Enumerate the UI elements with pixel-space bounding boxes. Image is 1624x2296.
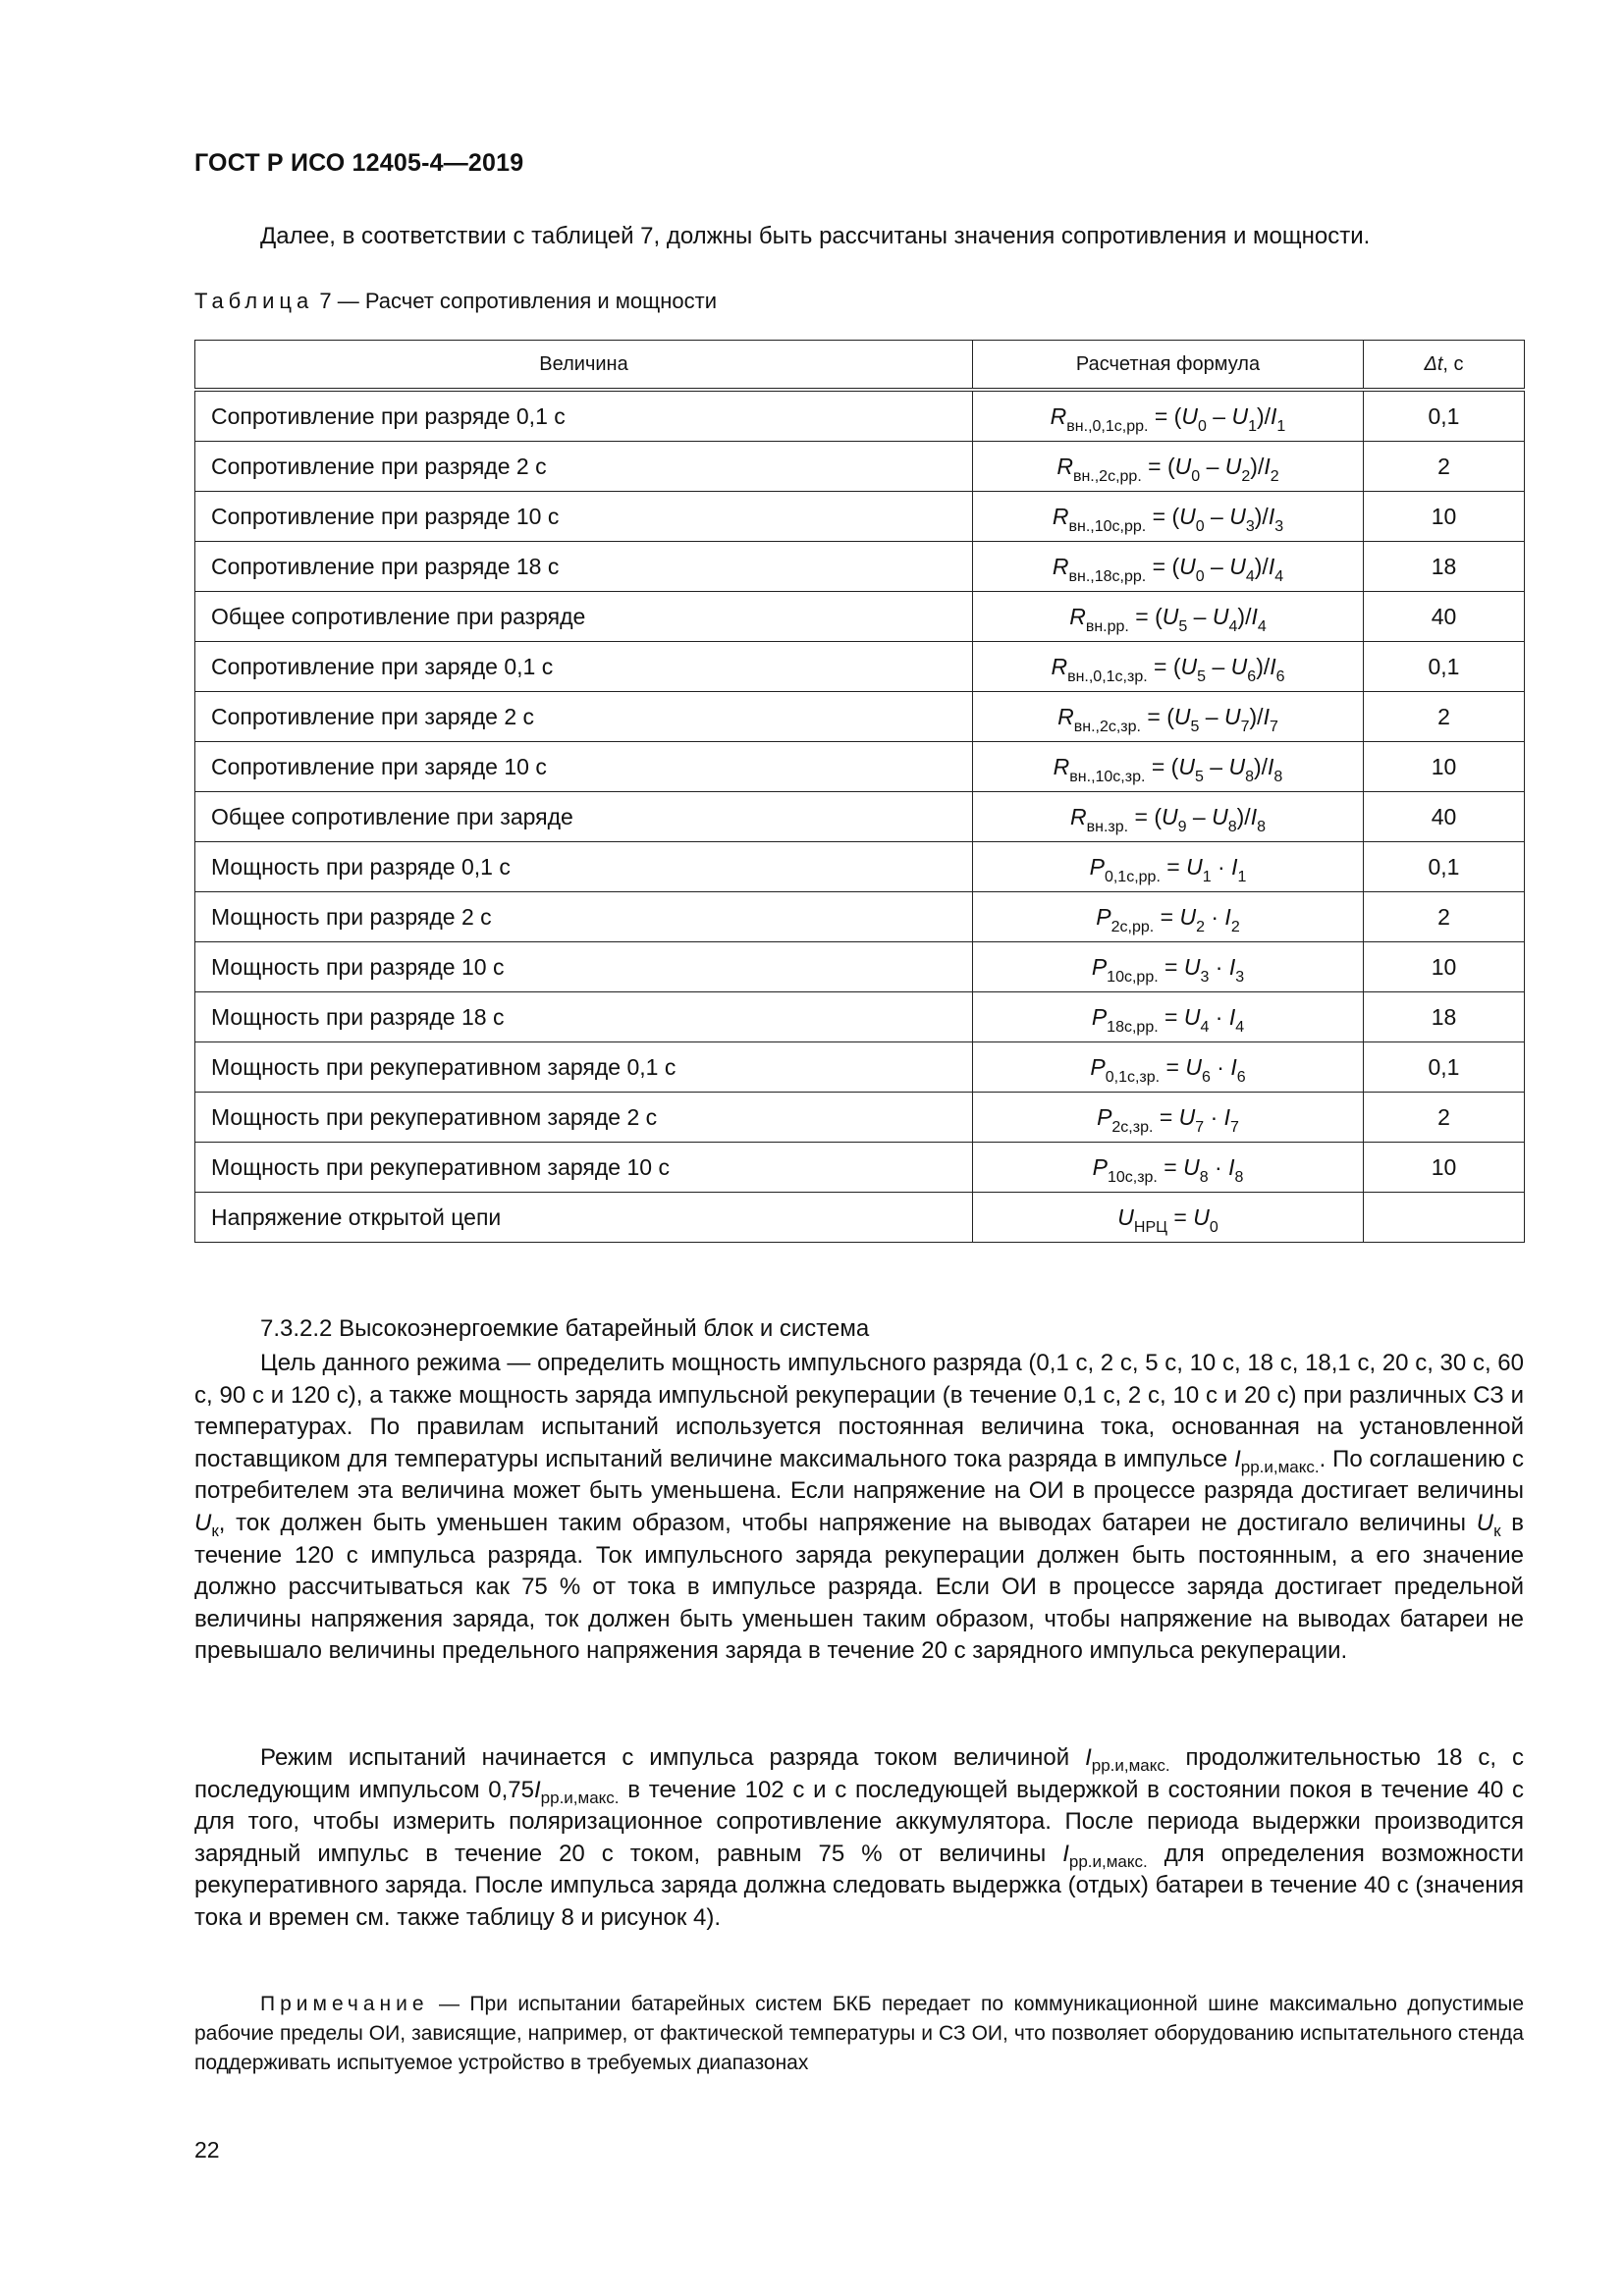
formula-operator: · — [1209, 1003, 1229, 1030]
row-quantity: Мощность при разряде 18 с — [195, 992, 973, 1042]
row-dt: 18 — [1364, 992, 1525, 1042]
row-quantity: Сопротивление при заряде 10 с — [195, 742, 973, 792]
row-quantity: Общее сопротивление при заряде — [195, 792, 973, 842]
formula-subscript: 5 — [1190, 718, 1200, 735]
row-quantity: Сопротивление при заряде 0,1 с — [195, 642, 973, 692]
formula-variable: U — [1212, 803, 1228, 829]
inline-subscript: рр.и,макс. — [1068, 1851, 1148, 1871]
row-formula — [973, 442, 1364, 492]
formula-subscript: 8 — [1234, 1168, 1244, 1186]
section-paragraph-2 — [194, 1742, 1524, 1935]
formula-operator: ( — [1166, 453, 1175, 479]
row-formula — [973, 792, 1364, 842]
row-dt: 2 — [1364, 692, 1525, 742]
formula-symbol: R — [1050, 402, 1067, 429]
formula-operator: ( — [1171, 553, 1180, 579]
formula-subscript: 3 — [1274, 517, 1284, 535]
formula-subscript: 8 — [1199, 1168, 1209, 1186]
formula-variable: U — [1174, 453, 1192, 479]
formula-subscript: 2 — [1230, 918, 1240, 935]
section-heading: 7.3.2.2 Высокоэнергоемкие батарейный блок и система — [260, 1315, 870, 1342]
formula-equals: = — [1128, 803, 1155, 829]
row-dt: 10 — [1364, 742, 1525, 792]
formula-variable: U — [1185, 1053, 1202, 1080]
table-caption — [194, 289, 717, 314]
formula-symbol: R — [1057, 703, 1074, 729]
formula-symbol: R — [1056, 453, 1073, 479]
formula-variable: U — [1231, 402, 1249, 429]
table-row — [195, 942, 1525, 992]
formula-subscript: 7 — [1195, 1118, 1205, 1136]
formula-variable: U — [1224, 453, 1242, 479]
formula-equals: = — [1158, 953, 1184, 980]
row-formula — [973, 492, 1364, 542]
formula-symbol: P — [1090, 1053, 1106, 1080]
formula-symbol: P — [1092, 1153, 1108, 1180]
row-dt: 2 — [1364, 892, 1525, 942]
row-dt: 0,1 — [1364, 642, 1525, 692]
intro-paragraph: Далее, в соответствии с таблицей 7, должны быть рассчитаны значения сопротивления и мощности. — [260, 223, 1371, 249]
table-row — [195, 592, 1525, 642]
table-row — [195, 492, 1525, 542]
formula-subscript: 8 — [1227, 818, 1237, 835]
formula-subscript: 3 — [1235, 968, 1245, 986]
formula-variable: I — [1263, 703, 1270, 729]
table-body — [195, 390, 1525, 1243]
inline-subscript: к — [211, 1521, 219, 1540]
formula-variable: U — [1228, 753, 1246, 779]
section-paragraph-1 — [194, 1348, 1524, 1668]
dt-symbol: Δt — [1424, 352, 1443, 375]
formula-variable: U — [1161, 803, 1178, 829]
formula-symbol: R — [1053, 753, 1070, 779]
formula-equals: = — [1140, 703, 1167, 729]
formula-equals: = — [1154, 903, 1180, 930]
row-formula — [973, 942, 1364, 992]
formula-subscript: вн.,10с,зр. — [1069, 768, 1146, 785]
formula-variable: U — [1212, 603, 1229, 629]
formula-operator: – — [1206, 653, 1231, 679]
inline-variable: U — [1476, 1509, 1494, 1536]
table-row — [195, 1143, 1525, 1193]
row-quantity: Мощность при разряде 10 с — [195, 942, 973, 992]
row-dt: 40 — [1364, 792, 1525, 842]
formula-variable: U — [1179, 503, 1196, 529]
row-quantity: Общее сопротивление при разряде — [195, 592, 973, 642]
formula-variable: I — [1223, 1103, 1231, 1130]
formula-subscript: 1 — [1202, 868, 1212, 885]
paragraph-text: в течение 120 с импульса разряда. Ток импульсного заряда рекуперации должен быть постоянным, а его значение должно рассчитываться как 75 % от тока в импульсе разряда. Если ОИ в процессе заряда достигает предельной величины напряжения заряда, ток должен быть уменьшен таким образом, чтобы напряжение на выводах батареи не превышало величины предельного напряжения заряда в течение 20 с зарядного импульса рекуперации. — [194, 1509, 1525, 1665]
formula-subscript: вн.,2с,зр. — [1073, 718, 1141, 735]
formula-subscript: 0,1с,зр. — [1105, 1068, 1161, 1086]
formula-operator: )/ — [1237, 603, 1252, 629]
formula-equals: = — [1145, 753, 1171, 779]
table-row — [195, 892, 1525, 942]
row-formula — [973, 692, 1364, 742]
row-formula — [973, 542, 1364, 592]
formula-variable: U — [1162, 603, 1179, 629]
table-row — [195, 390, 1525, 442]
formula-variable: I — [1250, 803, 1258, 829]
formula-subscript: 6 — [1247, 667, 1257, 685]
table-caption-title: 7 — Расчет сопротивления и мощности — [313, 289, 718, 313]
formula-variable: I — [1231, 853, 1238, 880]
document-header: ГОСТ Р ИСО 12405-4—2019 — [194, 149, 524, 177]
row-dt: 10 — [1364, 942, 1525, 992]
formula-subscript: 0,1с,рр. — [1104, 868, 1161, 885]
formula-subscript: 1 — [1237, 868, 1247, 885]
row-dt: 10 — [1364, 492, 1525, 542]
row-formula — [973, 390, 1364, 442]
row-dt: 0,1 — [1364, 1042, 1525, 1093]
inline-variable: I — [1062, 1840, 1069, 1867]
paragraph-text: Цель данного режима — определить мощность импульсного разряда (0,1 с, 2 с, 5 с, 10 с, 18 с, 18,1 с, 20 с, 30 с, 60 с, 90 с и 120 с), а также мощность заряда импульсной рекуперации (в течение 0,1 с, 2 с, 10 с и 20 с) при различных СЗ и температурах. По правилам испытаний используется постоянная величина тока, основанная на установленной поставщиком для температуры испытаний величине максимального тока разряда в импульсе — [194, 1350, 1524, 1472]
formula-variable: U — [1179, 553, 1196, 579]
formula-variable: I — [1268, 503, 1275, 529]
formula-equals: = — [1141, 453, 1167, 479]
inline-subscript: рр.и,макс. — [1240, 1457, 1320, 1476]
row-quantity: Мощность при рекуперативном заряде 2 с — [195, 1093, 973, 1143]
formula-subscript: 3 — [1245, 517, 1255, 535]
row-dt: 0,1 — [1364, 842, 1525, 892]
formula-subscript: 6 — [1236, 1068, 1246, 1086]
formula-operator: )/ — [1249, 703, 1264, 729]
formula-operator: · — [1208, 1153, 1229, 1180]
formula-equals: = — [1128, 603, 1156, 629]
formula-operator: )/ — [1256, 402, 1272, 429]
formula-subscript: 2 — [1241, 467, 1251, 485]
formula-variable: U — [1178, 753, 1195, 779]
formula-operator: · — [1211, 853, 1232, 880]
row-quantity: Мощность при рекуперативном заряде 10 с — [195, 1143, 973, 1193]
table-header-row — [195, 341, 1525, 391]
formula-subscript: 1 — [1276, 417, 1286, 435]
formula-operator: – — [1186, 803, 1213, 829]
row-formula — [973, 1093, 1364, 1143]
formula-subscript: 8 — [1245, 768, 1254, 785]
formula-variable: I — [1251, 603, 1258, 629]
formula-operator: – — [1204, 553, 1230, 579]
formula-operator: – — [1187, 603, 1213, 629]
row-quantity: Мощность при разряде 2 с — [195, 892, 973, 942]
row-formula — [973, 892, 1364, 942]
formula-subscript: 9 — [1177, 818, 1187, 835]
column-header-dt — [1364, 341, 1525, 391]
formula-operator: ( — [1170, 753, 1179, 779]
table-row — [195, 742, 1525, 792]
row-formula — [973, 992, 1364, 1042]
formula-operator: – — [1203, 753, 1229, 779]
table-row — [195, 1193, 1525, 1243]
formula-subscript: 2 — [1270, 467, 1279, 485]
paragraph-text: , ток должен быть уменьшен таким образом, чтобы напряжение на выводах батареи не достигало величины — [218, 1509, 1477, 1536]
formula-variable: U — [1229, 553, 1246, 579]
formula-equals: = — [1157, 1153, 1184, 1180]
inline-variable: I — [534, 1776, 541, 1803]
row-formula — [973, 1042, 1364, 1093]
formula-subscript: 2с,рр. — [1110, 918, 1155, 935]
formula-variable: I — [1228, 1003, 1236, 1030]
row-formula — [973, 842, 1364, 892]
formula-variable: I — [1224, 903, 1231, 930]
formula-equals: = — [1147, 653, 1173, 679]
formula-operator: – — [1199, 703, 1224, 729]
resistance-power-table — [194, 340, 1525, 1243]
formula-variable: U — [1183, 1153, 1200, 1180]
formula-symbol: R — [1070, 803, 1087, 829]
formula-operator: · — [1209, 953, 1229, 980]
formula-variable: U — [1180, 653, 1198, 679]
formula-equals: = — [1148, 402, 1174, 429]
formula-subscript: 0 — [1209, 1218, 1218, 1236]
formula-operator: ( — [1155, 603, 1163, 629]
row-formula — [973, 592, 1364, 642]
formula-subscript: 2 — [1196, 918, 1205, 935]
formula-symbol: P — [1091, 953, 1108, 980]
formula-operator: · — [1204, 903, 1225, 930]
formula-variable: U — [1179, 903, 1197, 930]
formula-variable: I — [1264, 453, 1271, 479]
formula-subscript: 0 — [1195, 567, 1205, 585]
formula-subscript: 10с,зр. — [1107, 1168, 1158, 1186]
formula-subscript: 5 — [1194, 768, 1204, 785]
table-row — [195, 1042, 1525, 1093]
formula-subscript: 8 — [1257, 818, 1266, 835]
row-quantity: Мощность при разряде 0,1 с — [195, 842, 973, 892]
table-row — [195, 1093, 1525, 1143]
note-label: Примечание — [260, 1993, 429, 2015]
formula-subscript: 0 — [1191, 467, 1201, 485]
formula-equals: = — [1160, 1053, 1186, 1080]
row-dt: 10 — [1364, 1143, 1525, 1193]
paragraph-text: продолжительностью 18 с, с последующим импульсом 0,75 — [194, 1744, 1524, 1803]
formula-subscript: вн.,0,1с,рр. — [1066, 417, 1149, 435]
column-header-formula: Расчетная формула — [973, 341, 1364, 391]
inline-subscript: рр.и,макс. — [1091, 1756, 1170, 1775]
row-quantity: Сопротивление при разряде 10 с — [195, 492, 973, 542]
formula-operator: – — [1200, 453, 1225, 479]
paragraph-text: в течение 102 с и с последующей выдержкой в состоянии покоя в течение 40 с для того, чтобы измерить поляризационное сопротивление аккумулятора. После периода выдержки производится зарядный импульс в течение 20 с током, равным 75 % от величины — [194, 1776, 1524, 1867]
formula-operator: · — [1210, 1053, 1231, 1080]
inline-variable: I — [1085, 1744, 1092, 1771]
table-row — [195, 842, 1525, 892]
formula-variable: U — [1183, 1003, 1201, 1030]
paragraph-text: Режим испытаний начинается с импульса разряда током величиной — [260, 1744, 1086, 1771]
row-quantity: Сопротивление при разряде 18 с — [195, 542, 973, 592]
formula-subscript: вн.рр. — [1085, 617, 1129, 635]
formula-equals: = — [1153, 1103, 1179, 1130]
formula-subscript: 6 — [1275, 667, 1285, 685]
formula-operator: ( — [1173, 402, 1182, 429]
formula-operator: )/ — [1256, 653, 1271, 679]
formula-operator: · — [1204, 1103, 1224, 1130]
inline-subscript: к — [1493, 1521, 1501, 1540]
formula-operator: ( — [1171, 503, 1180, 529]
formula-subscript: 8 — [1273, 768, 1283, 785]
formula-symbol: R — [1051, 653, 1068, 679]
row-dt — [1364, 1193, 1525, 1243]
formula-operator: )/ — [1236, 803, 1251, 829]
formula-symbol: U — [1117, 1203, 1134, 1230]
row-dt: 0,1 — [1364, 390, 1525, 442]
formula-subscript: 7 — [1240, 718, 1250, 735]
formula-subscript: 3 — [1200, 968, 1210, 986]
formula-subscript: 0 — [1195, 517, 1205, 535]
row-formula — [973, 1193, 1364, 1243]
formula-variable: I — [1230, 1053, 1237, 1080]
formula-operator: – — [1204, 503, 1230, 529]
table-row — [195, 442, 1525, 492]
note-text: — При испытании батарейных систем БКБ передает по коммуникационной шине максимально допустимые рабочие пределы ОИ, зависящие, например, от фактической температуры и СЗ ОИ, что позволяет оборудованию испытательного стенда поддерживать испытуемое устройство в требуемых диапазонах — [194, 1993, 1524, 2074]
page-number: 22 — [194, 2137, 220, 2163]
row-dt: 18 — [1364, 542, 1525, 592]
formula-symbol: R — [1069, 603, 1086, 629]
formula-operator: – — [1206, 402, 1232, 429]
formula-subscript: 18с,рр. — [1107, 1018, 1159, 1036]
formula-equals: = — [1146, 553, 1172, 579]
formula-variable: I — [1270, 653, 1276, 679]
table-row — [195, 542, 1525, 592]
formula-operator: ( — [1166, 703, 1174, 729]
formula-operator: )/ — [1254, 503, 1269, 529]
formula-equals: = — [1146, 503, 1172, 529]
formula-symbol: P — [1097, 1103, 1112, 1130]
formula-variable: U — [1173, 703, 1191, 729]
column-header-quantity: Величина — [195, 341, 973, 391]
formula-subscript: 0 — [1197, 417, 1207, 435]
inline-variable: I — [1234, 1445, 1241, 1472]
inline-variable: U — [194, 1509, 212, 1536]
formula-subscript: 7 — [1230, 1118, 1239, 1136]
formula-symbol: R — [1052, 553, 1069, 579]
row-formula — [973, 742, 1364, 792]
table-row — [195, 642, 1525, 692]
row-dt: 2 — [1364, 442, 1525, 492]
formula-variable: U — [1183, 953, 1201, 980]
row-quantity: Напряжение открытой цепи — [195, 1193, 973, 1243]
formula-operator: )/ — [1253, 753, 1269, 779]
formula-variable: U — [1186, 853, 1203, 880]
row-quantity: Мощность при рекуперативном заряде 0,1 с — [195, 1042, 973, 1093]
formula-subscript: НРЦ — [1133, 1218, 1167, 1236]
formula-subscript: 2с,зр. — [1111, 1118, 1154, 1136]
formula-subscript: 4 — [1228, 617, 1238, 635]
paragraph-text: . По соглашению с потребителем эта величина может быть уменьшена. Если напряжение на ОИ в процессе разряда достигает величины — [194, 1445, 1524, 1505]
formula-variable: I — [1268, 753, 1274, 779]
table-row — [195, 792, 1525, 842]
formula-variable: U — [1181, 402, 1198, 429]
table-row — [195, 692, 1525, 742]
formula-operator: ( — [1154, 803, 1162, 829]
formula-variable: I — [1271, 402, 1277, 429]
formula-variable: I — [1268, 553, 1275, 579]
formula-subscript: 4 — [1200, 1018, 1210, 1036]
formula-symbol: P — [1089, 853, 1105, 880]
formula-symbol: P — [1096, 903, 1111, 930]
row-quantity: Сопротивление при разряде 2 с — [195, 442, 973, 492]
formula-subscript: 7 — [1269, 718, 1278, 735]
formula-subscript: 5 — [1197, 667, 1207, 685]
formula-subscript: 1 — [1248, 417, 1257, 435]
formula-subscript: 10с,рр. — [1107, 968, 1159, 986]
formula-subscript: 4 — [1257, 617, 1267, 635]
formula-subscript: вн.зр. — [1086, 818, 1129, 835]
formula-variable: U — [1193, 1203, 1210, 1230]
formula-variable: U — [1230, 653, 1248, 679]
inline-subscript: рр.и,макс. — [540, 1788, 620, 1807]
formula-subscript: 6 — [1201, 1068, 1211, 1086]
formula-subscript: 4 — [1235, 1018, 1245, 1036]
formula-subscript: 4 — [1245, 567, 1255, 585]
row-formula — [973, 642, 1364, 692]
table-caption-label: Таблица — [194, 289, 314, 313]
formula-subscript: 4 — [1274, 567, 1284, 585]
formula-equals: = — [1158, 1003, 1184, 1030]
formula-subscript: вн.,0,1с,зр. — [1067, 667, 1148, 685]
formula-operator: ( — [1172, 653, 1181, 679]
row-quantity: Сопротивление при разряде 0,1 с — [195, 390, 973, 442]
formula-subscript: 5 — [1178, 617, 1188, 635]
formula-subscript: вн.,10с,рр. — [1068, 517, 1147, 535]
formula-operator: )/ — [1254, 553, 1269, 579]
row-quantity: Сопротивление при заряде 2 с — [195, 692, 973, 742]
formula-symbol: P — [1091, 1003, 1108, 1030]
dt-unit: , с — [1442, 352, 1464, 375]
row-dt: 2 — [1364, 1093, 1525, 1143]
formula-variable: U — [1223, 703, 1241, 729]
formula-symbol: R — [1052, 503, 1069, 529]
row-formula — [973, 1143, 1364, 1193]
paragraph-text: для определения возможности рекуперативного заряда. После импульса заряда должна следовать выдержка (отдых) батареи в течение 40 с (значения тока и времен см. также таблицу 8 и рисунок 4). — [194, 1840, 1524, 1931]
formula-variable: I — [1228, 953, 1236, 980]
formula-variable: U — [1178, 1103, 1196, 1130]
table-row — [195, 992, 1525, 1042]
formula-variable: I — [1228, 1153, 1235, 1180]
formula-subscript: вн.,2с,рр. — [1072, 467, 1142, 485]
note-paragraph — [194, 1990, 1524, 2078]
formula-variable: U — [1229, 503, 1246, 529]
formula-operator: )/ — [1250, 453, 1265, 479]
formula-equals: = — [1160, 853, 1187, 880]
formula-equals: = — [1166, 1203, 1194, 1230]
formula-subscript: вн.,18с,рр. — [1068, 567, 1147, 585]
row-dt: 40 — [1364, 592, 1525, 642]
